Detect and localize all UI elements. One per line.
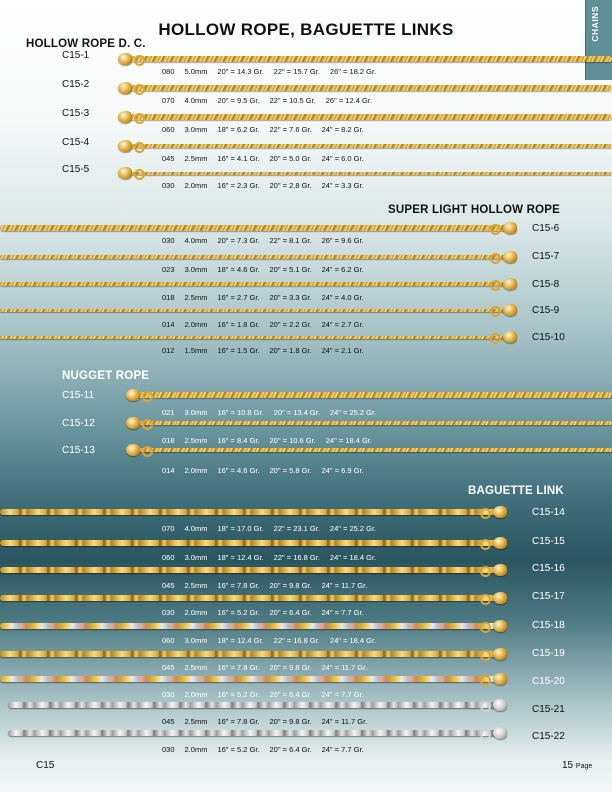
chain-ring	[134, 84, 145, 95]
chain-clasp	[493, 673, 507, 685]
spec-size: 2.0mm	[184, 608, 208, 617]
spec-style: 030	[162, 745, 175, 754]
chain-clasp	[126, 417, 140, 429]
item-specs	[162, 67, 386, 76]
item-code: C15-18	[532, 620, 565, 631]
chain-links	[0, 282, 515, 286]
item-specs	[162, 745, 374, 754]
chain-ring	[480, 539, 491, 550]
spec-style: 045	[162, 717, 175, 726]
item-specs	[162, 154, 374, 163]
item-code: C15-14	[532, 507, 565, 518]
spec-style: 045	[162, 663, 175, 672]
spec-style: 070	[162, 96, 175, 105]
spec-style: 030	[162, 690, 175, 699]
spec-w2: 20" = 3.3 Gr.	[269, 293, 312, 302]
chain-links	[0, 676, 505, 682]
chain-clasp	[118, 167, 132, 179]
item-code: C15-3	[62, 108, 90, 119]
spec-w2: 20" = 2.2 Gr.	[269, 320, 312, 329]
chain-links	[120, 144, 612, 148]
spec-style: 080	[162, 67, 175, 76]
item-code: C15-21	[532, 704, 565, 715]
spec-w3: 26" = 9.6 Gr.	[321, 236, 364, 245]
spec-w1: 16" = 7.8 Gr.	[217, 663, 260, 672]
spec-w3: 24" = 18.4 Gr.	[329, 553, 377, 562]
chain-links	[0, 255, 515, 259]
spec-w2: 20" = 9.8 Gr.	[269, 663, 312, 672]
spec-w2: 20" = 6.4 Gr.	[269, 745, 312, 754]
item-code: C15-10	[532, 332, 565, 343]
spec-style: 018	[162, 293, 175, 302]
chain-clasp	[118, 82, 132, 94]
item-specs	[162, 320, 374, 329]
item-specs	[162, 181, 374, 190]
item-code: C15-16	[532, 563, 565, 574]
chain-ring	[480, 650, 491, 661]
spec-size: 4.0mm	[184, 96, 208, 105]
spec-size: 2.0mm	[184, 466, 208, 475]
spec-w3: 24" = 6.2 Gr.	[321, 265, 364, 274]
chain-clasp	[493, 648, 507, 660]
chain-ring	[480, 566, 491, 577]
chain-links	[128, 448, 612, 452]
section-heading-hollow-rope: HOLLOW ROPE D. C.	[26, 38, 146, 50]
item-specs	[162, 553, 386, 562]
chain-links	[120, 85, 612, 91]
spec-w1: 16" = 4.6 Gr.	[217, 466, 260, 475]
page-label: Page	[575, 763, 593, 770]
spec-size: 3.0mm	[184, 636, 208, 645]
spec-w1: 18" = 12.4 Gr.	[217, 636, 264, 645]
spec-w2: 22" = 23.1 Gr.	[273, 524, 320, 533]
chain-links	[128, 421, 612, 425]
chain-links	[0, 225, 515, 231]
item-specs	[162, 636, 386, 645]
spec-w1: 18" = 4.6 Gr.	[217, 265, 260, 274]
item-code: C15-8	[532, 279, 560, 290]
spec-w2: 20" = 10.6 Gr.	[269, 436, 316, 445]
spec-w3: 24" = 7.7 Gr.	[321, 608, 364, 617]
spec-style: 060	[162, 636, 175, 645]
spec-size: 2.5mm	[184, 154, 208, 163]
spec-style: 021	[162, 408, 175, 417]
spec-w1: 18" = 12.4 Gr.	[217, 553, 264, 562]
chain-links	[0, 651, 505, 657]
item-specs	[162, 524, 386, 533]
spec-w1: 20" = 7.3 Gr.	[217, 236, 260, 245]
spec-w2: 20" = 9.8 Gr.	[269, 717, 312, 726]
item-code: C15-22	[532, 731, 565, 742]
spec-w1: 16" = 5.2 Gr.	[217, 745, 260, 754]
spec-w2: 20" = 6.4 Gr.	[269, 608, 312, 617]
spec-style: 045	[162, 154, 175, 163]
section-heading-nugget-rope: NUGGET ROPE	[62, 370, 150, 382]
chain-links	[120, 56, 612, 62]
spec-size: 5.0mm	[184, 67, 208, 76]
chain-clasp	[493, 537, 507, 549]
item-specs	[162, 608, 374, 617]
item-specs	[162, 125, 374, 134]
spec-size: 3.0mm	[184, 408, 208, 417]
footer-section-code: C15	[36, 760, 55, 771]
section-heading-super-light: SUPER LIGHT HOLLOW ROPE	[388, 204, 560, 216]
spec-w3: 24" = 25.2 Gr.	[329, 524, 377, 533]
spec-size: 2.5mm	[184, 663, 208, 672]
spec-w3: 24" = 7.7 Gr.	[321, 745, 364, 754]
spec-w1: 16" = 4.1 Gr.	[217, 154, 260, 163]
spec-w2: 22" = 16.8 Gr.	[273, 553, 320, 562]
footer-page-number	[562, 760, 592, 771]
chain-clasp	[493, 506, 507, 518]
chain-links	[0, 309, 515, 312]
spec-size: 4.0mm	[184, 524, 208, 533]
chain-clasp	[503, 278, 517, 290]
chain-clasp	[503, 304, 517, 316]
spec-w3: 24" = 8.2 Gr.	[321, 125, 364, 134]
chain-clasp	[493, 564, 507, 576]
spec-w2: 22" = 10.5 Gr.	[269, 96, 316, 105]
spec-w3: 24" = 6.0 Gr.	[321, 154, 364, 163]
chain-clasp	[503, 331, 517, 343]
spec-w2: 20" = 1.8 Gr.	[269, 346, 312, 355]
spec-style: 060	[162, 125, 175, 134]
item-code: C15-9	[532, 305, 560, 316]
item-code: C15-17	[532, 591, 565, 602]
section-heading-baguette: BAGUETTE LINK	[468, 485, 564, 497]
chain-ring	[480, 508, 491, 519]
item-specs	[162, 96, 382, 105]
spec-size: 2.0mm	[184, 320, 208, 329]
spec-w2: 20" = 6.4 Gr.	[269, 690, 312, 699]
spec-style: 018	[162, 436, 175, 445]
spec-style: 030	[162, 181, 175, 190]
chain-ring	[480, 594, 491, 605]
chain-links	[0, 595, 505, 601]
spec-style: 060	[162, 553, 175, 562]
spec-w1: 16" = 2.7 Gr.	[217, 293, 260, 302]
chain-ring	[490, 280, 501, 291]
spec-w3: 26" = 12.4 Gr.	[325, 96, 372, 105]
spec-w3: 24" = 11.7 Gr.	[321, 717, 368, 726]
chain-links	[0, 567, 505, 573]
chain-links	[128, 392, 612, 398]
chain-clasp	[493, 699, 507, 711]
spec-size: 3.0mm	[184, 265, 208, 274]
chain-ring	[480, 622, 491, 633]
item-specs	[162, 690, 374, 699]
chain-clasp	[126, 389, 140, 401]
spec-size: 2.0mm	[184, 181, 208, 190]
spec-w3: 24" = 25.2 Gr.	[329, 408, 377, 417]
chain-ring	[490, 333, 501, 344]
chain-clasp	[118, 53, 132, 65]
spec-size: 2.0mm	[184, 745, 208, 754]
spec-w3: 24" = 2.7 Gr.	[321, 320, 364, 329]
spec-size: 1.5mm	[184, 346, 208, 355]
page-title: HOLLOW ROPE, BAGUETTE LINKS	[158, 20, 454, 39]
chain-links	[0, 509, 505, 515]
spec-w2: 22" = 7.6 Gr.	[269, 125, 312, 134]
section-tab-label: CHAINS	[590, 6, 600, 42]
spec-style: 030	[162, 236, 175, 245]
spec-w1: 20" = 9.5 Gr.	[217, 96, 260, 105]
chain-ring	[480, 675, 491, 686]
chain-ring	[142, 446, 153, 457]
spec-style: 014	[162, 320, 175, 329]
item-code: C15-4	[62, 137, 90, 148]
spec-style: 023	[162, 265, 175, 274]
chain-ring	[134, 142, 145, 153]
spec-w2: 22" = 16.8 Gr.	[273, 636, 320, 645]
item-specs	[162, 293, 374, 302]
chain-clasp	[126, 444, 140, 456]
spec-w3: 24" = 3.3 Gr.	[321, 181, 364, 190]
spec-w3: 24" = 6.9 Gr.	[321, 466, 364, 475]
chain-links	[0, 336, 515, 339]
spec-w3: 26" = 18.2 Gr.	[329, 67, 377, 76]
chain-clasp	[118, 111, 132, 123]
spec-style: 014	[162, 466, 175, 475]
spec-w3: 24" = 18.4 Gr.	[329, 636, 377, 645]
item-code: C15-19	[532, 648, 565, 659]
item-code: C15-11	[62, 390, 95, 401]
spec-size: 3.0mm	[184, 125, 208, 134]
item-code: C15-13	[62, 445, 95, 456]
spec-w1: 16" = 10.8 Gr.	[217, 408, 264, 417]
spec-style: 070	[162, 524, 175, 533]
spec-w2: 22" = 8.1 Gr.	[269, 236, 312, 245]
spec-style: 045	[162, 581, 175, 590]
chain-clasp	[493, 592, 507, 604]
chain-ring	[490, 306, 501, 317]
spec-w1: 18" = 17.0 Gr.	[217, 524, 264, 533]
spec-w3: 24" = 11.7 Gr.	[321, 581, 368, 590]
chain-ring	[142, 391, 153, 402]
page-number: 15	[562, 760, 574, 771]
chain-ring	[490, 224, 501, 235]
spec-w1: 16" = 5.2 Gr.	[217, 690, 260, 699]
item-specs	[162, 717, 377, 726]
chain-links	[0, 540, 505, 546]
spec-w2: 20" = 13.4 Gr.	[273, 408, 320, 417]
item-code: C15-5	[62, 164, 90, 175]
item-code: C15-1	[62, 50, 90, 61]
spec-w2: 20" = 5.1 Gr.	[269, 265, 312, 274]
spec-w1: 16" = 1.8 Gr.	[217, 320, 260, 329]
spec-w1: 16" = 2.3 Gr.	[217, 181, 260, 190]
item-specs	[162, 436, 382, 445]
item-specs	[162, 346, 374, 355]
chain-ring	[480, 729, 491, 740]
chain-ring	[134, 169, 145, 180]
chain-clasp	[493, 620, 507, 632]
item-specs	[162, 466, 374, 475]
spec-size: 2.5mm	[184, 717, 208, 726]
spec-size: 2.0mm	[184, 690, 208, 699]
item-code: C15-20	[532, 676, 565, 687]
spec-w1: 20" = 14.3 Gr.	[217, 67, 264, 76]
item-code: C15-7	[532, 251, 560, 262]
chain-clasp	[493, 727, 507, 739]
chain-ring	[134, 113, 145, 124]
spec-w2: 20" = 5.8 Gr.	[269, 466, 312, 475]
spec-w1: 16" = 8.4 Gr.	[217, 436, 260, 445]
spec-w1: 16" = 1.5 Gr.	[217, 346, 260, 355]
chain-ring	[142, 419, 153, 430]
spec-w3: 24" = 2.1 Gr.	[321, 346, 364, 355]
chain-clasp	[503, 222, 517, 234]
spec-size: 4.0mm	[184, 236, 208, 245]
item-code: C15-12	[62, 418, 95, 429]
spec-w3: 24" = 18.4 Gr.	[325, 436, 372, 445]
item-specs	[162, 663, 377, 672]
chain-clasp	[503, 251, 517, 263]
chain-links	[120, 172, 612, 175]
spec-style: 012	[162, 346, 175, 355]
spec-w2: 22" = 15.7 Gr.	[273, 67, 320, 76]
spec-w3: 24" = 11.7 Gr.	[321, 663, 368, 672]
chain-clasp	[118, 140, 132, 152]
chain-ring	[490, 253, 501, 264]
item-specs	[162, 236, 374, 245]
spec-w1: 18" = 6.2 Gr.	[217, 125, 260, 134]
chain-ring	[134, 55, 145, 66]
chain-links	[0, 623, 505, 629]
chain-links	[120, 114, 612, 120]
item-code: C15-2	[62, 79, 90, 90]
spec-w2: 20" = 2.8 Gr.	[269, 181, 312, 190]
spec-w2: 20" = 9.8 Gr.	[269, 581, 312, 590]
spec-w1: 16" = 7.8 Gr.	[217, 581, 260, 590]
section-tab[interactable]	[585, 0, 612, 80]
item-code: C15-6	[532, 223, 560, 234]
chain-links	[8, 702, 505, 708]
spec-w1: 16" = 7.8 Gr.	[217, 717, 260, 726]
spec-size: 3.0mm	[184, 553, 208, 562]
spec-size: 2.5mm	[184, 436, 208, 445]
item-specs	[162, 265, 374, 274]
spec-size: 2.5mm	[184, 581, 208, 590]
chain-links	[8, 730, 505, 736]
item-code: C15-15	[532, 536, 565, 547]
item-specs	[162, 408, 386, 417]
spec-w3: 24" = 4.0 Gr.	[321, 293, 364, 302]
spec-w3: 24" = 7.7 Gr.	[321, 690, 364, 699]
chain-ring	[480, 701, 491, 712]
spec-style: 030	[162, 608, 175, 617]
spec-w2: 20" = 5.0 Gr.	[269, 154, 312, 163]
item-specs	[162, 581, 377, 590]
spec-size: 2.5mm	[184, 293, 208, 302]
spec-w1: 16" = 5.2 Gr.	[217, 608, 260, 617]
